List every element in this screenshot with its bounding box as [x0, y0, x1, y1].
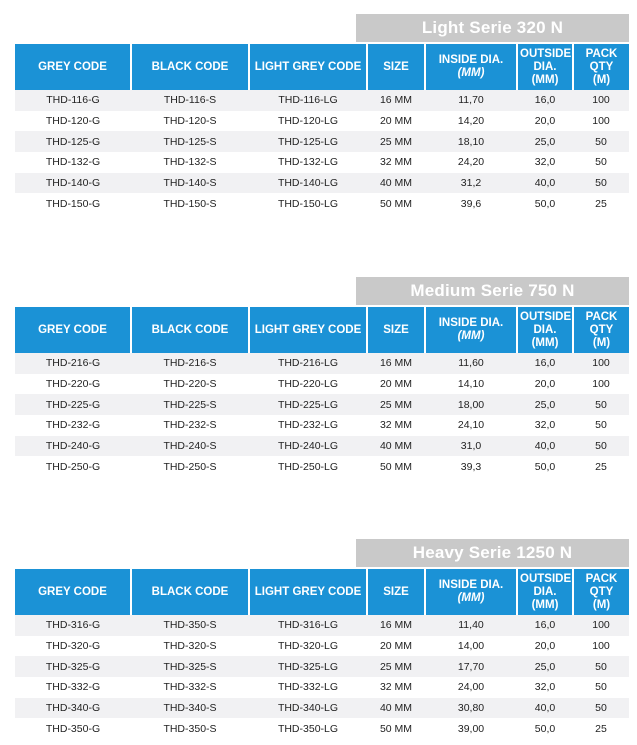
pack-unit: (M): [592, 73, 611, 86]
inside-dia-header: [425, 44, 517, 90]
light-grey-code-cell: THD-250-LG: [249, 456, 367, 477]
outside-dia-cell: 20,0: [517, 636, 573, 657]
table-row: [15, 698, 629, 719]
grey-code-cell: THD-250-G: [15, 456, 131, 477]
pack-qty-cell: 100: [573, 111, 629, 132]
outside-dia-cell: 40,0: [517, 173, 573, 194]
black-code-cell: THD-132-S: [131, 152, 249, 173]
grey-code-header: GREY CODE: [15, 44, 131, 90]
inside-dia-cell: 24,20: [425, 152, 517, 173]
size-cell: 16 MM: [367, 353, 425, 374]
size-cell: 40 MM: [367, 173, 425, 194]
grey-code-cell: THD-332-G: [15, 677, 131, 698]
pack-qty-cell: 50: [573, 698, 629, 719]
grey-code-cell: THD-216-G: [15, 353, 131, 374]
size-cell: 20 MM: [367, 374, 425, 395]
size-cell: 25 MM: [367, 131, 425, 152]
pack-unit: (M): [592, 598, 611, 611]
light-grey-code-cell: THD-150-LG: [249, 193, 367, 214]
grey-code-header: GREY CODE: [15, 307, 131, 353]
black-code-cell: THD-340-S: [131, 698, 249, 719]
table-row: [15, 193, 629, 214]
pack-qty-cell: 50: [573, 173, 629, 194]
outside-dia-label-1: OUTSIDE: [520, 572, 572, 585]
black-code-cell: THD-216-S: [131, 353, 249, 374]
pack-qty-cell: 50: [573, 656, 629, 677]
outside-dia-cell: 16,0: [517, 90, 573, 111]
black-code-cell: THD-325-S: [131, 656, 249, 677]
black-code-cell: THD-116-S: [131, 90, 249, 111]
inside-dia-unit: (MM): [457, 592, 485, 604]
inside-dia-cell: 14,20: [425, 111, 517, 132]
inside-dia-label: INSIDE DIA.: [438, 54, 504, 66]
light-grey-code-cell: THD-225-LG: [249, 394, 367, 415]
serie-title: Medium Serie 750 N: [356, 277, 629, 305]
light-grey-code-cell: THD-132-LG: [249, 152, 367, 173]
table-row: [15, 374, 629, 395]
table-row: [15, 615, 629, 636]
outside-dia-cell: 25,0: [517, 131, 573, 152]
grey-code-cell: THD-350-G: [15, 718, 131, 739]
outside-dia-cell: 50,0: [517, 718, 573, 739]
inside-dia-cell: 39,00: [425, 718, 517, 739]
outside-dia-cell: 16,0: [517, 615, 573, 636]
outside-dia-unit: (MM): [531, 598, 559, 611]
black-code-header: BLACK CODE: [131, 569, 249, 615]
size-cell: 32 MM: [367, 677, 425, 698]
inside-dia-cell: 11,40: [425, 615, 517, 636]
inside-dia-header: [425, 307, 517, 353]
black-code-cell: THD-332-S: [131, 677, 249, 698]
inside-dia-cell: 17,70: [425, 656, 517, 677]
outside-dia-label-2: DIA.: [533, 323, 557, 336]
light-grey-code-cell: THD-316-LG: [249, 615, 367, 636]
grey-code-cell: THD-225-G: [15, 394, 131, 415]
table-row: [15, 111, 629, 132]
table-row: [15, 456, 629, 477]
spec-table: [15, 307, 629, 477]
grey-code-cell: THD-340-G: [15, 698, 131, 719]
grey-code-cell: THD-116-G: [15, 90, 131, 111]
inside-dia-cell: 14,10: [425, 374, 517, 395]
black-code-cell: THD-350-S: [131, 718, 249, 739]
size-header: SIZE: [367, 569, 425, 615]
outside-dia-cell: 20,0: [517, 374, 573, 395]
inside-dia-header: [425, 569, 517, 615]
size-header: SIZE: [367, 44, 425, 90]
outside-dia-header: [517, 569, 573, 615]
size-cell: 25 MM: [367, 656, 425, 677]
black-code-header: BLACK CODE: [131, 307, 249, 353]
light-grey-code-cell: THD-240-LG: [249, 436, 367, 457]
black-code-header: BLACK CODE: [131, 44, 249, 90]
inside-dia-cell: 39,3: [425, 456, 517, 477]
inside-dia-cell: 18,10: [425, 131, 517, 152]
grey-code-header: GREY CODE: [15, 569, 131, 615]
light-grey-code-header: LIGHT GREY CODE: [249, 44, 367, 90]
grey-code-cell: THD-140-G: [15, 173, 131, 194]
inside-dia-cell: 18,00: [425, 394, 517, 415]
size-cell: 20 MM: [367, 111, 425, 132]
outside-dia-cell: 16,0: [517, 353, 573, 374]
grey-code-cell: THD-150-G: [15, 193, 131, 214]
table-row: [15, 152, 629, 173]
outside-dia-cell: 40,0: [517, 698, 573, 719]
pack-label-2: QTY: [589, 323, 614, 336]
inside-dia-unit: (MM): [457, 330, 485, 342]
inside-dia-unit: (MM): [457, 67, 485, 79]
pack-qty-cell: 100: [573, 374, 629, 395]
table-body: [15, 90, 629, 214]
inside-dia-label: INSIDE DIA.: [438, 579, 504, 591]
pack-label-2: QTY: [589, 585, 614, 598]
spec-table: [15, 569, 629, 739]
grey-code-cell: THD-132-G: [15, 152, 131, 173]
grey-code-cell: THD-320-G: [15, 636, 131, 657]
grey-code-cell: THD-120-G: [15, 111, 131, 132]
light-grey-code-header: LIGHT GREY CODE: [249, 569, 367, 615]
pack-qty-cell: 100: [573, 353, 629, 374]
light-grey-code-cell: THD-320-LG: [249, 636, 367, 657]
grey-code-cell: THD-220-G: [15, 374, 131, 395]
inside-dia-cell: 11,70: [425, 90, 517, 111]
pack-qty-cell: 100: [573, 636, 629, 657]
size-cell: 32 MM: [367, 152, 425, 173]
table-row: [15, 394, 629, 415]
table-row: [15, 636, 629, 657]
table-row: [15, 436, 629, 457]
black-code-cell: THD-150-S: [131, 193, 249, 214]
table-body: [15, 353, 629, 477]
table-row: [15, 131, 629, 152]
inside-dia-label: INSIDE DIA.: [438, 317, 504, 329]
outside-dia-cell: 25,0: [517, 394, 573, 415]
pack-qty-header: [573, 307, 629, 353]
black-code-cell: THD-350-S: [131, 615, 249, 636]
pack-qty-cell: 50: [573, 436, 629, 457]
pack-label-2: QTY: [589, 60, 614, 73]
grey-code-cell: THD-125-G: [15, 131, 131, 152]
black-code-cell: THD-125-S: [131, 131, 249, 152]
outside-dia-header: [517, 307, 573, 353]
size-cell: 25 MM: [367, 394, 425, 415]
inside-dia-cell: 14,00: [425, 636, 517, 657]
table-header-row: [15, 307, 629, 353]
grey-code-cell: THD-316-G: [15, 615, 131, 636]
table-row: [15, 656, 629, 677]
outside-dia-label-1: OUTSIDE: [520, 47, 572, 60]
light-grey-code-cell: THD-232-LG: [249, 415, 367, 436]
size-cell: 20 MM: [367, 636, 425, 657]
outside-dia-header: [517, 44, 573, 90]
pack-qty-cell: 50: [573, 677, 629, 698]
table-header-row: [15, 569, 629, 615]
table-row: [15, 173, 629, 194]
inside-dia-cell: 31,2: [425, 173, 517, 194]
black-code-cell: THD-320-S: [131, 636, 249, 657]
inside-dia-cell: 31,0: [425, 436, 517, 457]
black-code-cell: THD-232-S: [131, 415, 249, 436]
light-grey-code-cell: THD-125-LG: [249, 131, 367, 152]
pack-qty-cell: 50: [573, 152, 629, 173]
size-cell: 50 MM: [367, 456, 425, 477]
outside-dia-cell: 50,0: [517, 456, 573, 477]
serie-title: Light Serie 320 N: [356, 14, 629, 42]
light-grey-code-cell: THD-216-LG: [249, 353, 367, 374]
inside-dia-cell: 30,80: [425, 698, 517, 719]
pack-qty-cell: 50: [573, 131, 629, 152]
outside-dia-cell: 50,0: [517, 193, 573, 214]
outside-dia-unit: (MM): [531, 336, 559, 349]
table-row: [15, 90, 629, 111]
black-code-cell: THD-225-S: [131, 394, 249, 415]
outside-dia-label-2: DIA.: [533, 60, 557, 73]
size-cell: 40 MM: [367, 698, 425, 719]
size-cell: 16 MM: [367, 615, 425, 636]
light-grey-code-cell: THD-332-LG: [249, 677, 367, 698]
pack-label-1: PACK: [585, 47, 618, 60]
light-grey-code-cell: THD-140-LG: [249, 173, 367, 194]
pack-label-1: PACK: [585, 310, 618, 323]
size-cell: 32 MM: [367, 415, 425, 436]
serie-title: Heavy Serie 1250 N: [356, 539, 629, 567]
table-row: [15, 677, 629, 698]
pack-qty-cell: 25: [573, 193, 629, 214]
size-cell: 16 MM: [367, 90, 425, 111]
outside-dia-cell: 25,0: [517, 656, 573, 677]
pack-qty-header: [573, 569, 629, 615]
size-header: SIZE: [367, 307, 425, 353]
grey-code-cell: THD-232-G: [15, 415, 131, 436]
size-cell: 50 MM: [367, 718, 425, 739]
outside-dia-cell: 32,0: [517, 152, 573, 173]
outside-dia-cell: 40,0: [517, 436, 573, 457]
table-body: [15, 615, 629, 739]
table-row: [15, 353, 629, 374]
black-code-cell: THD-140-S: [131, 173, 249, 194]
black-code-cell: THD-250-S: [131, 456, 249, 477]
pack-label-1: PACK: [585, 572, 618, 585]
size-cell: 40 MM: [367, 436, 425, 457]
table-row: [15, 718, 629, 739]
pack-qty-cell: 50: [573, 394, 629, 415]
light-grey-code-cell: THD-325-LG: [249, 656, 367, 677]
spec-table: [15, 44, 629, 214]
outside-dia-cell: 32,0: [517, 415, 573, 436]
grey-code-cell: THD-325-G: [15, 656, 131, 677]
light-grey-code-cell: THD-340-LG: [249, 698, 367, 719]
inside-dia-cell: 24,10: [425, 415, 517, 436]
outside-dia-cell: 20,0: [517, 111, 573, 132]
inside-dia-cell: 24,00: [425, 677, 517, 698]
pack-qty-cell: 25: [573, 456, 629, 477]
table-header-row: [15, 44, 629, 90]
light-grey-code-cell: THD-116-LG: [249, 90, 367, 111]
outside-dia-cell: 32,0: [517, 677, 573, 698]
pack-qty-cell: 100: [573, 615, 629, 636]
inside-dia-cell: 39,6: [425, 193, 517, 214]
outside-dia-unit: (MM): [531, 73, 559, 86]
size-cell: 50 MM: [367, 193, 425, 214]
table-row: [15, 415, 629, 436]
pack-qty-cell: 50: [573, 415, 629, 436]
inside-dia-cell: 11,60: [425, 353, 517, 374]
light-grey-code-cell: THD-120-LG: [249, 111, 367, 132]
outside-dia-label-1: OUTSIDE: [520, 310, 572, 323]
black-code-cell: THD-240-S: [131, 436, 249, 457]
pack-qty-cell: 25: [573, 718, 629, 739]
black-code-cell: THD-120-S: [131, 111, 249, 132]
pack-qty-header: [573, 44, 629, 90]
pack-unit: (M): [592, 336, 611, 349]
black-code-cell: THD-220-S: [131, 374, 249, 395]
light-grey-code-cell: THD-350-LG: [249, 718, 367, 739]
outside-dia-label-2: DIA.: [533, 585, 557, 598]
grey-code-cell: THD-240-G: [15, 436, 131, 457]
pack-qty-cell: 100: [573, 90, 629, 111]
light-grey-code-cell: THD-220-LG: [249, 374, 367, 395]
light-grey-code-header: LIGHT GREY CODE: [249, 307, 367, 353]
